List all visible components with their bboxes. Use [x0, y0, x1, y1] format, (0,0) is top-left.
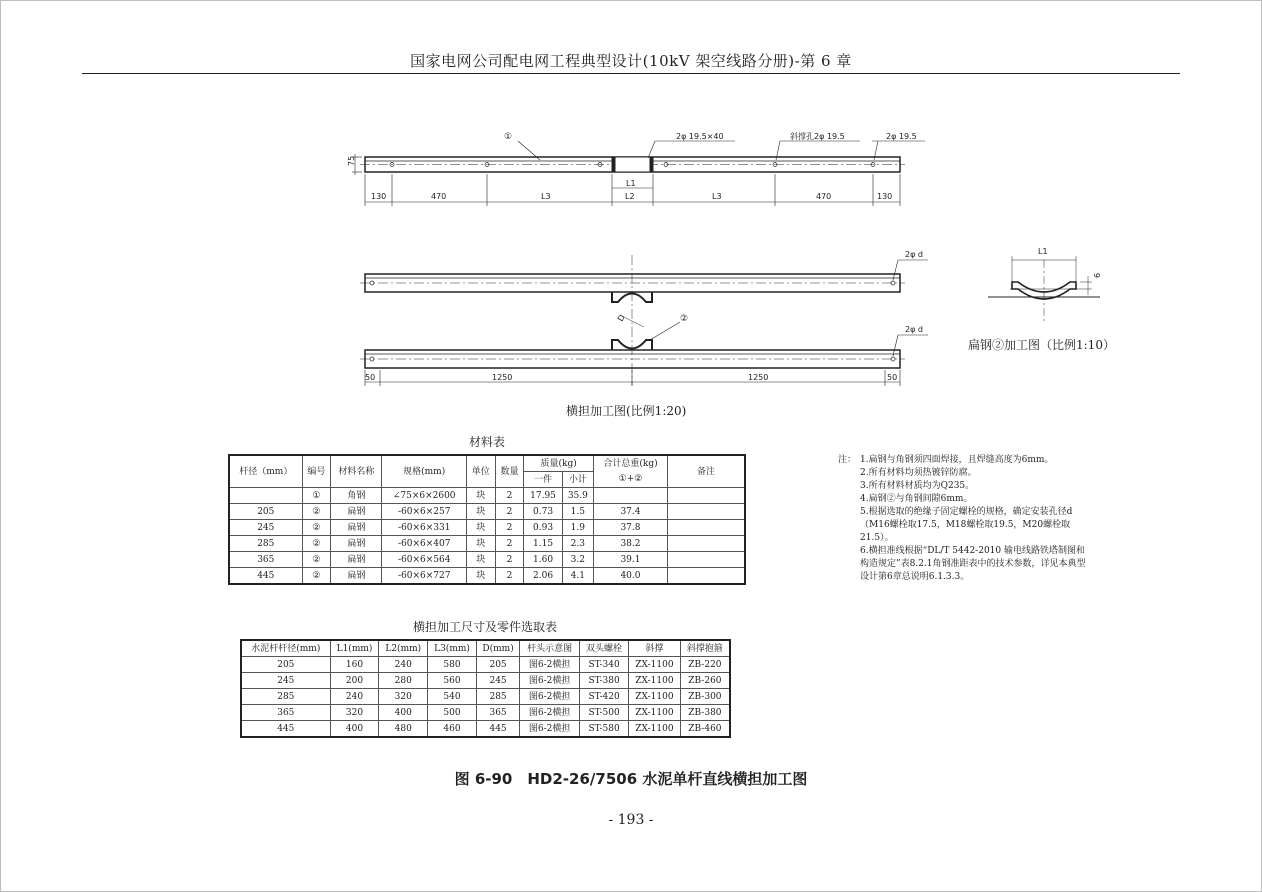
notes-block — [838, 454, 1086, 584]
header-cell: L3(mm) — [428, 640, 477, 657]
table-row: 365 ② 扁钢 -60×6×564 块 2 1.60 3.2 39.1 — [229, 552, 745, 568]
height-dim-label: 75 — [347, 155, 356, 166]
header-cell: D(mm) — [476, 640, 519, 657]
table-row: 245 ② 扁钢 -60×6×331 块 2 0.93 1.9 37.8 — [229, 520, 745, 536]
selection-table — [240, 639, 731, 738]
dim-label: L3 — [541, 192, 551, 201]
note-item: 4.扁钢②与角钢间隙6mm。 — [860, 494, 973, 504]
table-header-row — [229, 455, 745, 472]
dim-label: 470 — [431, 192, 447, 201]
dim-label: L3 — [712, 192, 722, 201]
header-cell: ①+② — [593, 472, 667, 488]
dim-label: 1250 — [748, 373, 769, 382]
l1-dim-label: L1 — [626, 179, 636, 188]
hole-d-label-upper: 2φ d — [905, 250, 923, 259]
hole-d-label-lower: 2φ d — [905, 325, 923, 334]
header-cell: 备注 — [668, 455, 746, 488]
header-cell: 双头螺栓 — [580, 640, 629, 657]
note-item: 1.扁钢与角钢须四面焊接，且焊缝高度为6mm。 — [860, 455, 1054, 465]
table-row: 445 ② 扁钢 -60×6×727 块 2 2.06 4.1 40.0 — [229, 568, 745, 585]
figure-title: 图 6-90 HD2-26/7506 水泥单杆直线横担加工图 — [454, 770, 808, 788]
detail-l1-label: L1 — [1038, 247, 1048, 256]
header-cell: 杆径（mm） — [229, 455, 302, 488]
header-cell: 规格(mm) — [382, 455, 466, 488]
dim-label: 50 — [365, 373, 376, 382]
header-cell: 数量 — [495, 455, 524, 488]
header-title: 国家电网公司配电网工程典型设计(10kV 架空线路分册)-第 6 章 — [410, 52, 852, 70]
header-cell: 斜撑 — [629, 640, 681, 657]
material-table-title: 材料表 — [468, 435, 505, 449]
slot-holes-label: 2φ 19.5×40 — [676, 132, 724, 141]
detail-thickness-label: 6 — [1093, 272, 1102, 278]
header-cell: 一件 — [524, 472, 562, 488]
plan-view — [360, 255, 928, 386]
table-row: 285 240 320 540 285 图6-2横担 ST-420 ZX-1100 ZB-300 — [241, 689, 730, 705]
flat-steel-detail — [988, 256, 1100, 322]
leader-slot-holes — [648, 141, 655, 158]
table-row: 205 ② 扁钢 -60×6×257 块 2 0.73 1.5 37.4 — [229, 504, 745, 520]
header-cell: 质量(kg) — [524, 455, 594, 472]
header-cell: L1(mm) — [330, 640, 379, 657]
note-item: 5.根据选取的绝缘子固定螺栓的规格，确定安装孔径d（M16螺栓取17.5，M18螺栓取19.5，M20螺栓取21.5）。 — [860, 507, 1073, 543]
dim-label: 130 — [877, 192, 893, 201]
table-row: 285 ② 扁钢 -60×6×407 块 2 1.15 2.3 38.2 — [229, 536, 745, 552]
header-cell: 编号 — [302, 455, 331, 488]
flat-steel-detail-caption: 扁钢②加工图（比例1:10） — [968, 338, 1115, 352]
material-table — [228, 454, 746, 585]
dim-label: 130 — [371, 192, 387, 201]
crossarm-drawing-caption: 横担加工图(比例1:20) — [566, 404, 687, 418]
header-cell: 合计总重(kg) — [593, 455, 667, 472]
note-item: 6.横担准线根据“DL/T 5442-2010 输电线路铁塔制图和构造规定”表8.2.1角钢准距表中的技术参数，详见本典型设计第6章总说明6.1.3.3。 — [860, 546, 1086, 582]
header-cell: 单位 — [466, 455, 495, 488]
header-cell: 杆头示意图 — [520, 640, 580, 657]
header-cell: 斜撑抱箍 — [680, 640, 730, 657]
dim-label: L2 — [625, 192, 635, 201]
dim-label: 50 — [887, 373, 898, 382]
page-number: - 193 - — [608, 812, 654, 828]
table-row: 365 320 400 500 365 图6-2横担 ST-500 ZX-1100 ZB-380 — [241, 705, 730, 721]
dim-label: 470 — [816, 192, 832, 201]
header-cell: 水泥杆杆径(mm) — [241, 640, 330, 657]
note-item: 3.所有材料材质均为Q235。 — [860, 481, 975, 491]
clamp-block — [612, 157, 653, 172]
table-row: 445 400 480 460 445 图6-2横担 ST-580 ZX-1100 ZB-460 — [241, 721, 730, 738]
header-cell: 小计 — [562, 472, 593, 488]
diameter-label: D — [615, 313, 627, 323]
part2-callout: ② — [680, 314, 689, 324]
end-holes-label: 2φ 19.5 — [886, 132, 917, 141]
table-row: 245 200 280 560 245 图6-2横担 ST-380 ZX-1100 ZB-260 — [241, 673, 730, 689]
header-cell: L2(mm) — [379, 640, 428, 657]
brace-holes-label: 斜撑孔2φ 19.5 — [790, 132, 845, 141]
note-item: 2.所有材料均须热镀锌防腐。 — [860, 468, 977, 478]
notes-lead: 注： — [838, 455, 857, 465]
dim-chain-plan — [365, 370, 900, 386]
table-header-row — [241, 640, 730, 657]
selection-table-title: 横担加工尺寸及零件选取表 — [412, 620, 557, 634]
table-row: 205 160 240 580 205 图6-2横担 ST-340 ZX-1100 ZB-220 — [241, 657, 730, 673]
part1-callout: ① — [504, 132, 513, 142]
dim-label: 1250 — [492, 373, 513, 382]
header-cell: 材料名称 — [331, 455, 382, 488]
leader-part2 — [650, 322, 680, 340]
table-row: ① 角钢 ∠75×6×2600 块 2 17.95 35.9 — [229, 488, 745, 504]
